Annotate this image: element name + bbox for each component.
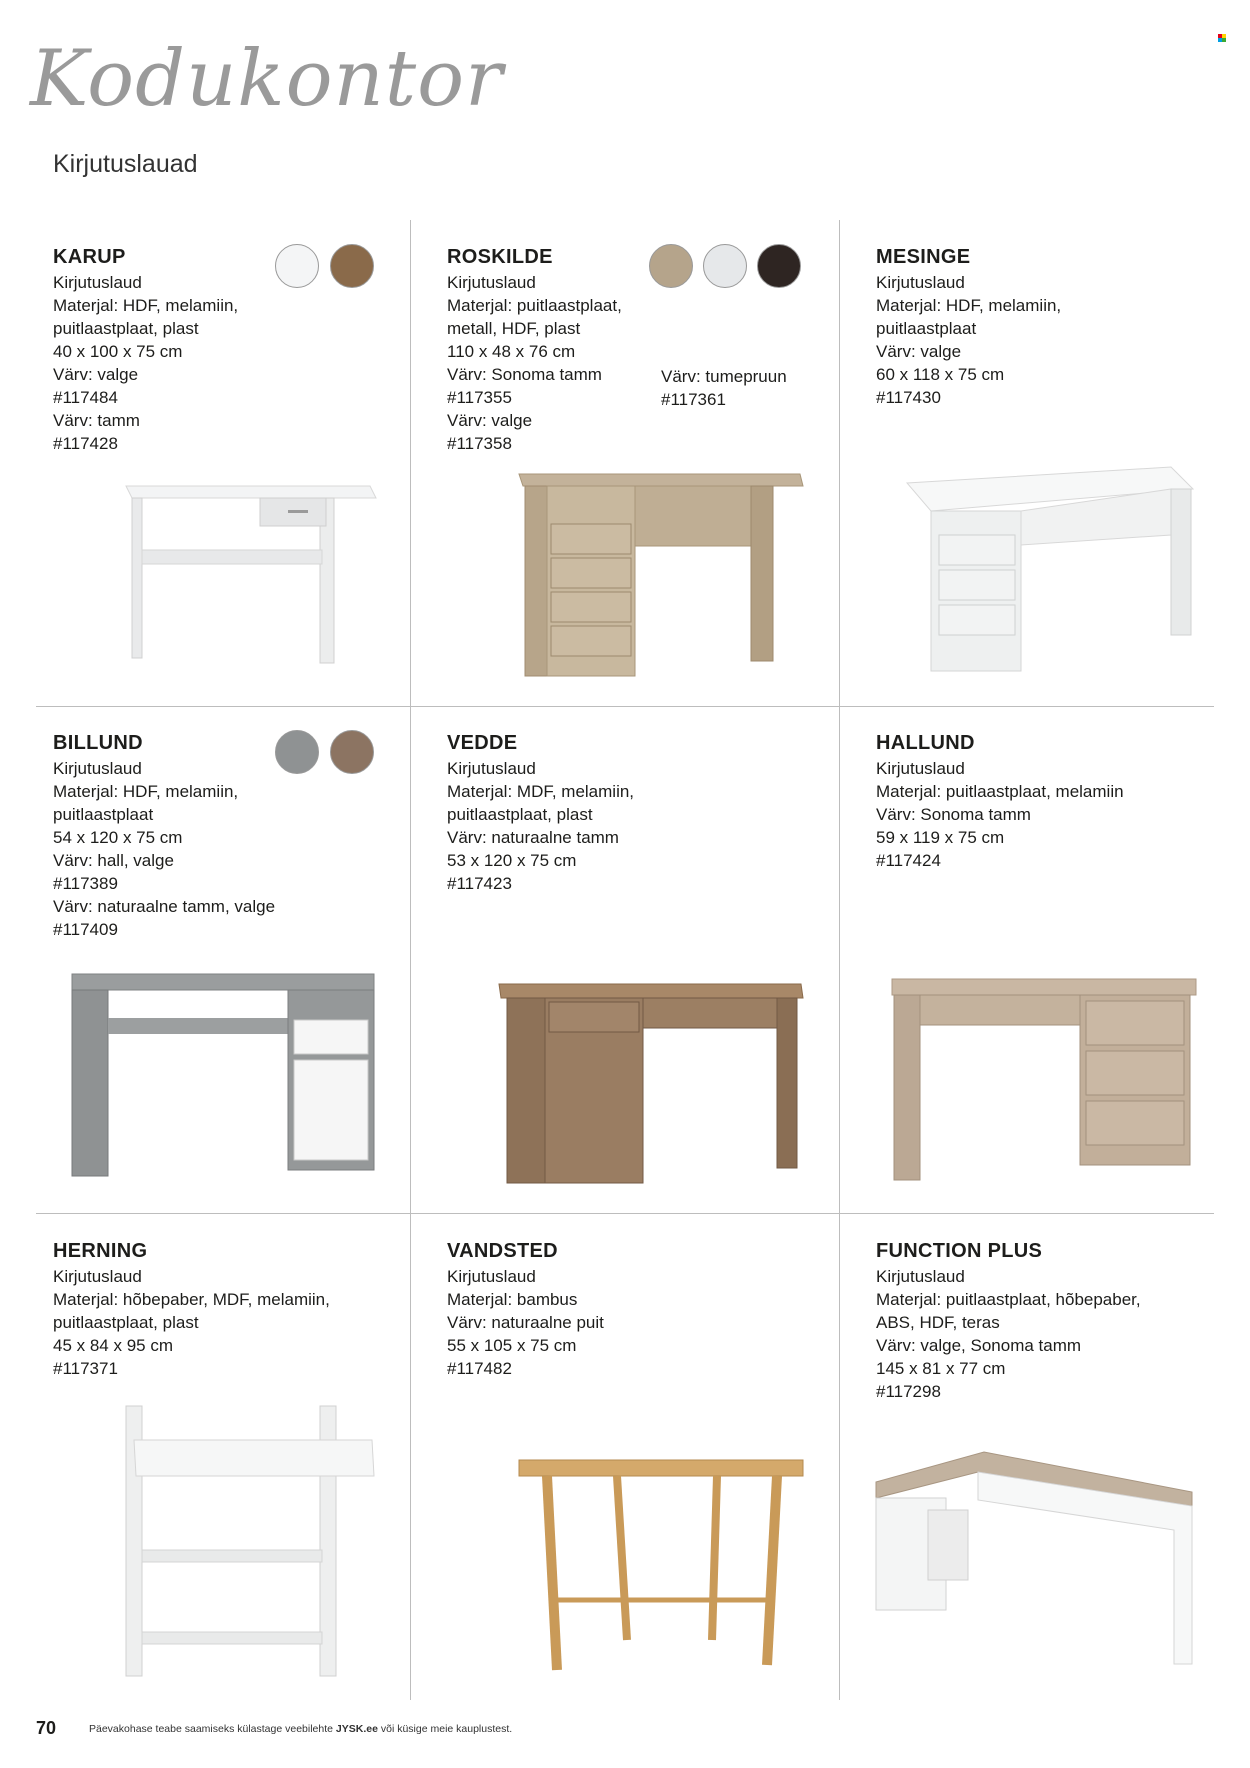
footer-text: või küsige meie kauplustest. [377,1723,513,1735]
natural-oak-swatch[interactable] [330,730,374,774]
product-detail: Värv: hall, valge [53,851,174,870]
product-detail: Värv: valge [53,365,139,384]
product-name: ROSKILDE [447,246,553,268]
product-detail: #117358 [447,434,512,453]
product-name: HALLUND [876,732,975,754]
product-detail: 55 x 105 x 75 cm [447,1336,577,1355]
roskilde-desk-image [515,470,805,685]
product-detail: Värv: naturaalne tamm [447,828,619,847]
product-detail: #117482 [447,1359,512,1378]
product-detail: #117424 [876,851,941,870]
product-detail: puitlaastplaat, plast [53,1313,199,1332]
product-name: BILLUND [53,732,143,754]
product-detail: puitlaastplaat [876,319,977,338]
product-detail: 53 x 120 x 75 cm [447,851,577,870]
product-name: FUNCTION PLUS [876,1240,1043,1262]
product-type: Kirjutuslaud [447,1267,536,1286]
product-detail: puitlaastplaat, plast [447,805,593,824]
product-detail: #117409 [53,920,118,939]
white-swatch[interactable] [275,244,319,288]
oak-swatch[interactable] [330,244,374,288]
product-name: VEDDE [447,732,518,754]
product-function-plus [876,1240,1236,1403]
product-name: HERNING [53,1240,148,1262]
product-roskilde [447,246,807,455]
grid-divider [839,220,840,1700]
sonoma-swatch[interactable] [649,244,693,288]
product-detail: #117298 [876,1382,941,1401]
footer-text: Päevakohase teabe saamiseks külastage veebilehte [89,1723,336,1735]
product-detail: 59 x 119 x 75 cm [876,828,1005,847]
product-detail: #117389 [53,874,118,893]
product-detail: Materjal: HDF, melamiin, [876,296,1062,315]
product-detail: #117371 [53,1359,118,1378]
page-number: 70 [36,1718,57,1738]
grid-divider [36,1213,1214,1214]
product-name: VANDSTED [447,1240,558,1262]
product-mesinge [876,246,1236,409]
product-detail: Materjal: puitlaastplaat, hõbepaber, [876,1290,1141,1309]
product-detail: Värv: naturaalne tamm, valge [53,897,276,916]
concrete-swatch[interactable] [275,730,319,774]
section-subtitle: Kirjutuslauad [53,150,198,178]
product-detail: Värv: Sonoma tamm [876,805,1031,824]
product-type: Kirjutuslaud [53,1267,142,1286]
product-type: Kirjutuslaud [876,273,965,292]
product-detail: metall, HDF, plast [447,319,581,338]
product-detail: #117428 [53,434,118,453]
product-detail: Materjal: MDF, melamiin, [447,782,635,801]
dark-brown-swatch[interactable] [757,244,801,288]
product-detail: Materjal: puitlaastplaat, [447,296,622,315]
product-detail: #117361 [661,390,726,409]
product-detail: Materjal: puitlaastplaat, melamiin [876,782,1124,801]
vandsted-desk-image [517,1450,807,1680]
product-detail: Materjal: HDF, melamiin, [53,782,239,801]
product-name: MESINGE [876,246,971,268]
product-detail: 110 x 48 x 76 cm [447,342,576,361]
product-detail: 40 x 100 x 75 cm [53,342,183,361]
section-script-title: Kodukontor [30,34,504,124]
corner-color-mark [1218,34,1226,42]
mesinge-desk-image [905,465,1195,680]
product-detail: ABS, HDF, teras [876,1313,1000,1332]
product-name: KARUP [53,246,126,268]
product-detail: 60 x 118 x 75 cm [876,365,1005,384]
product-detail: #117355 [447,388,512,407]
product-type: Kirjutuslaud [447,273,536,292]
website-link[interactable]: JYSK.ee [335,1723,378,1735]
product-detail: Materjal: hõbepaber, MDF, melamiin, [53,1290,330,1309]
product-type: Kirjutuslaud [447,759,536,778]
product-detail: Värv: valge [447,411,533,430]
product-type: Kirjutuslaud [876,1267,965,1286]
product-vedde [447,732,807,895]
product-herning [53,1240,413,1380]
herning-desk-image [120,1400,380,1680]
product-type: Kirjutuslaud [53,273,142,292]
product-type: Kirjutuslaud [876,759,965,778]
product-detail: Värv: tamm [53,411,140,430]
product-detail: Värv: Sonoma tamm [447,365,602,384]
product-type: Kirjutuslaud [53,759,142,778]
product-detail: Värv: valge [876,342,962,361]
product-detail: 45 x 84 x 95 cm [53,1336,174,1355]
product-detail: 54 x 120 x 75 cm [53,828,183,847]
product-detail: #117484 [53,388,118,407]
product-detail: Materjal: bambus [447,1290,578,1309]
product-detail: puitlaastplaat [53,805,154,824]
product-roskilde-extra [661,365,787,411]
product-hallund [876,732,1236,872]
product-detail: #117430 [876,388,941,407]
product-detail: puitlaastplaat, plast [53,319,199,338]
hallund-desk-image [890,975,1200,1190]
product-detail: #117423 [447,874,512,893]
product-detail: Värv: naturaalne puit [447,1313,604,1332]
billund-desk-image [68,970,378,1185]
grid-divider [36,706,1214,707]
vedde-desk-image [497,980,807,1190]
grey-white-swatch[interactable] [703,244,747,288]
product-detail: 145 x 81 x 77 cm [876,1359,1006,1378]
product-detail: Materjal: HDF, melamiin, [53,296,239,315]
product-detail: Värv: valge, Sonoma tamm [876,1336,1082,1355]
footer-note [89,1723,512,1735]
karup-desk-image [120,480,380,690]
product-vandsted [447,1240,807,1380]
function-plus-desk-image [874,1450,1194,1680]
product-detail: Värv: tumepruun [661,367,787,386]
